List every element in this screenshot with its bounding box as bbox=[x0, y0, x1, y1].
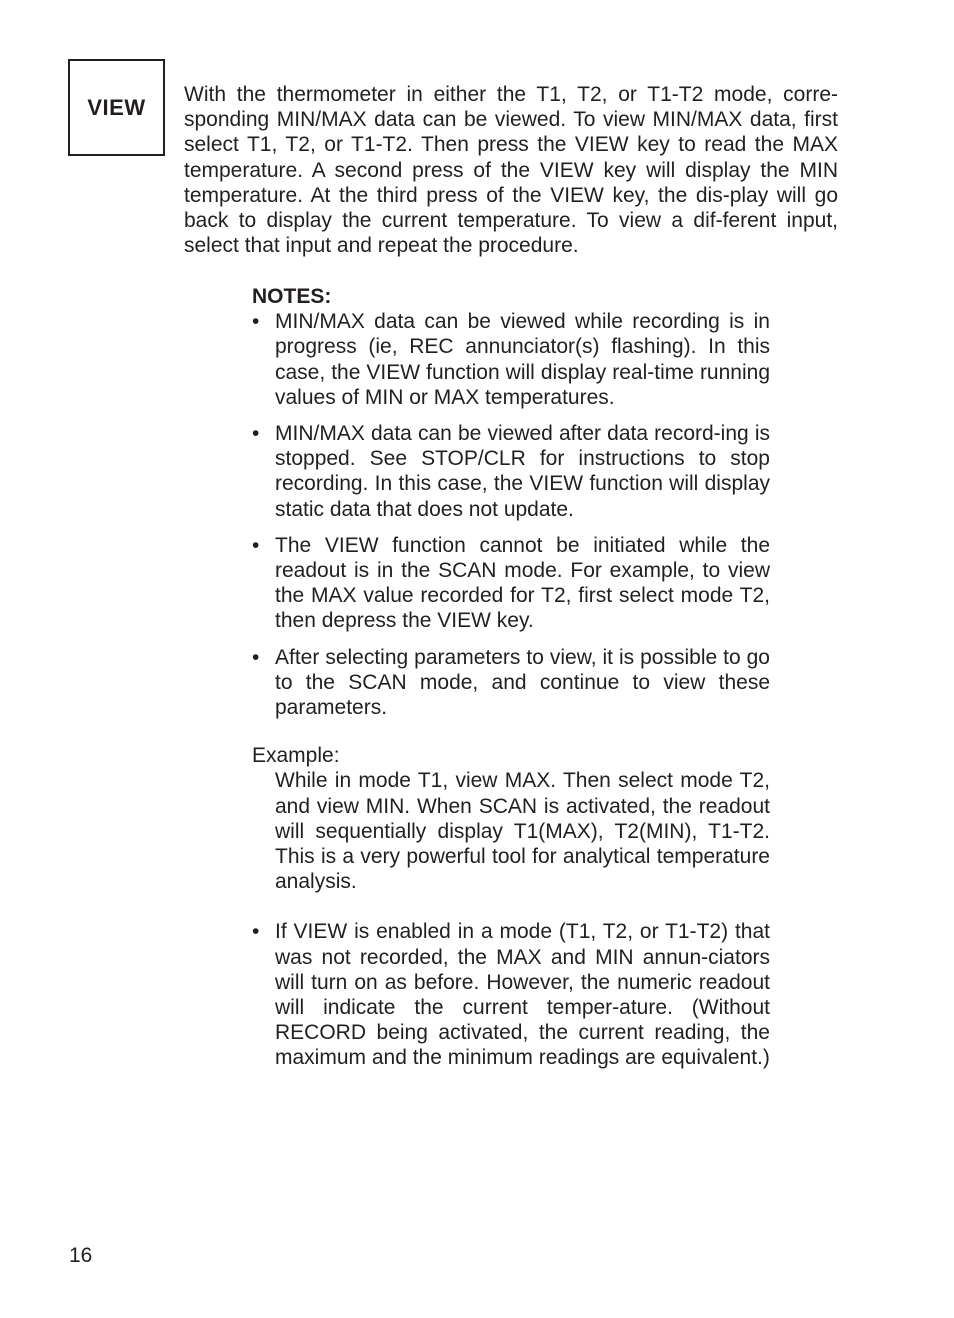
example-text: While in mode T1, view MAX. Then select mode T2, and view MIN. When SCAN is activated, the readout will sequentially display T1(MAX), T2(MIN), T1-T2. This is a very powerful tool for analytical temperature analysis. bbox=[275, 769, 770, 894]
final-note-list bbox=[252, 919, 770, 1070]
bullet-icon: • bbox=[252, 533, 260, 557]
example-block bbox=[252, 743, 770, 894]
bullet-icon: • bbox=[252, 920, 260, 944]
example-label: Example: bbox=[252, 744, 340, 768]
intro-paragraph: With the thermometer in either the T1, T2, or T1-T2 mode, corre-sponding MIN/MAX data can be viewed. To view MIN/MAX data, first select T1, T2, or T1-T2. Then press the VIEW key to read the MAX temperature. A second press of the VIEW key will display the MIN temperature. At the third press of the VIEW key, the dis-play will go back to display the current temperature. To view a dif-ferent input, select that input and repeat the procedure. bbox=[184, 83, 838, 258]
notes-heading: NOTES: bbox=[252, 285, 332, 308]
note-text: MIN/MAX data can be viewed while recording is in progress (ie, REC annunciator(s) flashing). In this case, the VIEW function will display real-time running values of MIN or MAX temperatures. bbox=[275, 310, 770, 409]
note-item bbox=[252, 421, 770, 522]
note-text: If VIEW is enabled in a mode (T1, T2, or T1-T2) that was not recorded, the MAX and MIN annun-ciators will turn on as before. However, the numeric readout will indicate the current temper-ature. (Without RECORD being activated, the current reading, the maximum and the minimum readings are equivalent.) bbox=[275, 920, 770, 1070]
note-item bbox=[252, 533, 770, 634]
view-key-label: VIEW bbox=[87, 94, 146, 120]
note-text: The VIEW function cannot be initiated while the readout is in the SCAN mode. For example, to view the MAX value recorded for T2, first select mode T2, then depress the VIEW key. bbox=[275, 533, 770, 633]
note-text: MIN/MAX data can be viewed after data record-ing is stopped. See STOP/CLR for instructions to stop recording. In this case, the VIEW function will display static data that does not update. bbox=[275, 422, 770, 521]
view-key-box bbox=[68, 59, 165, 156]
bullet-icon: • bbox=[252, 645, 260, 669]
note-item bbox=[252, 919, 770, 1070]
note-item bbox=[252, 645, 770, 721]
notes-list bbox=[252, 309, 770, 720]
note-text: After selecting parameters to view, it is possible to go to the SCAN mode, and continue to view these parameters. bbox=[275, 645, 770, 720]
note-item bbox=[252, 309, 770, 410]
bullet-icon: • bbox=[252, 310, 260, 334]
bullet-icon: • bbox=[252, 422, 260, 446]
notes-section bbox=[252, 284, 770, 1082]
page-number: 16 bbox=[69, 1244, 93, 1267]
